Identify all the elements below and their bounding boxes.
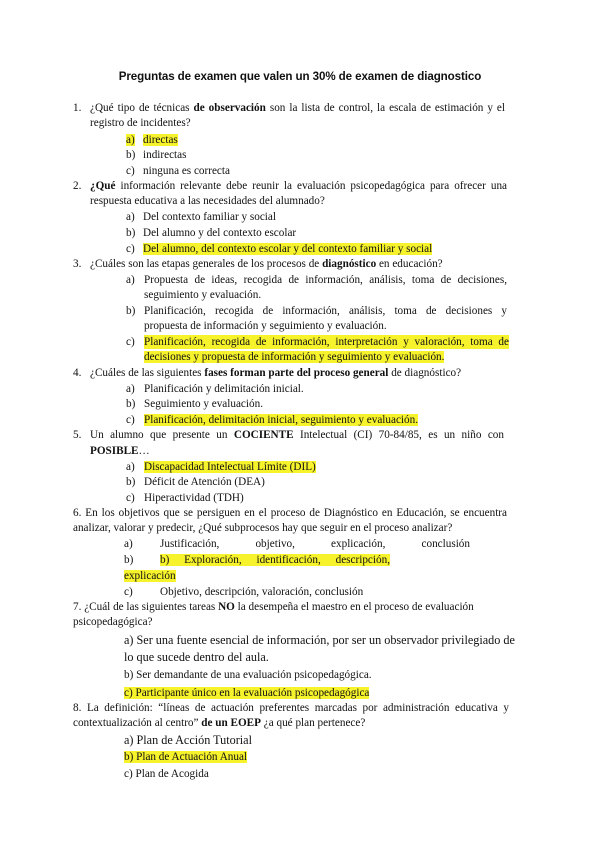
question-8-line-2: contextualización al centro” de un EOEP ¿a qué plan pertenece? [73,717,366,729]
answer-option-cont: lo que sucede dentro del aula. [124,650,269,664]
answer-option: Propuesta de ideas, recogida de información, análisis, toma de decisiones, [144,274,507,286]
question-2-line-2: respuesta educativa a las necesidades del alumnado? [90,195,325,207]
answer-option: a) Ser una fuente esencial de información, por ser un observador privilegiado de [124,633,515,647]
option-letter: c) [126,165,135,177]
option-letter: a) [126,211,135,223]
answer-option-cont: propuesta de información y seguimiento y evaluación. [144,320,387,332]
answer-option: Seguimiento y evaluación. [144,398,263,410]
option-letter: c) [126,336,135,348]
answer-option-highlighted-cont: decisiones y propuesta de información y seguimiento y evaluación. [144,351,445,363]
question-number: 2. [73,180,82,192]
option-letter: c) [124,586,133,598]
answer-option: Hiperactividad (TDH) [144,492,244,504]
question-2-line-1: ¿Qué información relevante debe reunir la evaluación psicopedagógica para ofrecer una [90,180,508,192]
answer-option: Del contexto familiar y social [143,211,276,223]
option-letter: a) [126,274,135,286]
question-4-line-1: ¿Cuáles de las siguientes fases forman parte del proceso general de diagnóstico? [90,367,462,379]
option-letter: b) [126,476,136,488]
answer-option-highlighted: Planificación, recogida de información, interpretación y valoración, toma de [144,336,509,348]
answer-option-cont: seguimiento y evaluación. [144,289,262,301]
answer-option: Del alumno y del contexto escolar [143,227,297,239]
question-8-line-1: 8. La definición: “líneas de actuación preferentes marcadas por administración educativa y [73,702,509,714]
answer-option-highlighted: b) Plan de Actuación Anual [124,751,248,763]
option-letter: b) [126,149,136,161]
answer-option: Planificación, recogida de información, análisis, toma de decisiones y [144,305,507,317]
answer-option: Objetivo, descripción, valoración, conclusión [160,586,364,598]
option-letter: a) [126,134,135,146]
answer-option: Justificación, objetivo, explicación, conclusión [160,538,470,550]
question-7-line-1: 7. ¿Cuál de las siguientes tareas NO la desempeña el maestro en el proceso de evaluación [73,601,474,613]
question-5-line-1: Un alumno que presente un COCIENTE Intelectual (CI) 70-84/85, es un niño con [90,429,504,441]
option-letter: b) [126,305,136,317]
question-6-line-1: 6. En los objetivos que se persiguen en el proceso de Diagnóstico en Educación, se encuentra [73,507,507,519]
option-letter: c) [126,243,135,255]
option-letter: a) [126,383,135,395]
option-letter: c) [126,414,135,426]
question-5-line-2: POSIBLE… [90,445,150,457]
answer-option-highlighted: b) Exploración, identificación, descripción, [160,554,390,566]
answer-option: ninguna es correcta [143,165,230,177]
answer-option-highlighted: Discapacidad Intelectual Límite (DIL) [144,461,316,473]
question-number: 3. [73,258,82,270]
option-letter: b) [126,227,136,239]
answer-option-highlighted: directas [143,134,178,146]
option-letter: b) [124,554,134,566]
question-7-line-2: psicopedagógica? [73,616,153,628]
answer-option-highlighted: Planificación, delimitación inicial, seguimiento y evaluación. [144,414,419,426]
answer-option: Planificación y delimitación inicial. [144,383,304,395]
question-1-line-2: registro de incidentes? [90,117,191,129]
question-number: 5. [73,429,82,441]
question-3-line-1: ¿Cuáles son las etapas generales de los procesos de diagnóstico en educación? [90,258,443,270]
answer-option-highlighted: c) Participante único en la evaluación psicopedagógica [124,687,370,699]
option-letter: c) [126,492,135,504]
option-letter: a) [126,461,135,473]
page-title: Preguntas de examen que valen un 30% de examen de diagnostico [118,70,482,83]
question-number: 1. [73,102,82,114]
question-number: 4. [73,367,82,379]
answer-option: indirectas [143,149,187,161]
option-letter: b) [126,398,136,410]
question-6-line-2: analizar, valorar y predecir, ¿Qué subprocesos hay que seguir en el proceso analizar? [73,522,453,534]
answer-option: Déficit de Atención (DEA) [144,476,265,488]
answer-option: b) Ser demandante de una evaluación psicopedagógica. [124,669,372,681]
answer-option: a) Plan de Acción Tutorial [124,733,252,747]
answer-option-highlighted-cont: explicación [124,570,176,582]
answer-option: c) Plan de Acogida [124,768,209,780]
question-1-line-1: ¿Qué tipo de técnicas de observación son la lista de control, la escala de estimación y el [90,102,506,114]
answer-option-highlighted: Del alumno, del contexto escolar y del contexto familiar y social [143,243,433,255]
option-letter: a) [124,538,133,550]
